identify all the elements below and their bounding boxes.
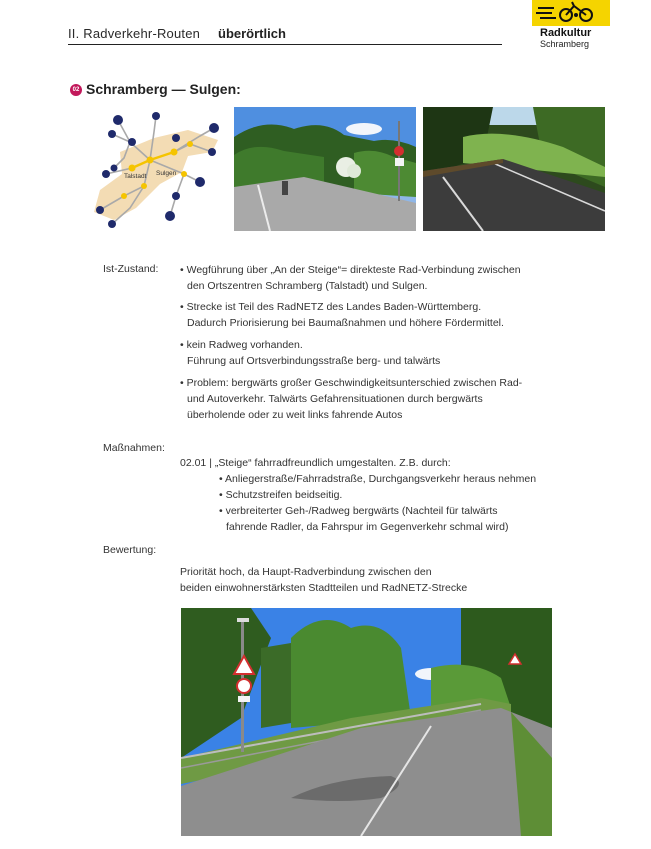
subitem-line: fahrende Radler, da Fahrspur im Gegenverkehr schmal wird) (226, 521, 509, 533)
subsection-title: überörtlich (218, 26, 286, 41)
map-label-talstadt: Talstadt (124, 173, 147, 180)
bullet-line: Dadurch Priorisierung bei Baumaßnahmen und höhere Fördermittel. (187, 317, 504, 329)
road-photo-large (181, 608, 552, 836)
bewertung-line: beiden einwohnerstärksten Stadtteilen und RadNETZ-Strecke (180, 582, 468, 594)
bullet-line: • kein Radweg vorhanden. (180, 339, 303, 351)
route-number-badge: 02 (70, 84, 82, 96)
logo (532, 0, 610, 26)
subitem-line: • Schutzstreifen beidseitig. (219, 489, 343, 501)
route-title: Schramberg — Sulgen: (86, 81, 241, 97)
ist-zustand-label: Ist-Zustand: (103, 263, 159, 275)
header-divider (68, 44, 502, 45)
bicycle-logo-icon (532, 0, 610, 26)
bullet-line: überholende oder zu weit links fahrende Autos (187, 409, 403, 421)
section-title: II. Radverkehr-Routen (68, 26, 201, 41)
bullet-line: den Ortszentren Schramberg (Talstadt) und Sulgen. (187, 280, 428, 292)
bewertung-text (180, 564, 467, 596)
logo-name: Radkultur (540, 27, 592, 39)
ist-zustand-bullet-2 (180, 299, 504, 331)
bullet-line: Führung auf Ortsverbindungsstraße berg- und talwärts (187, 355, 441, 367)
massnahme-02-01: 02.01 | „Steige“ fahrradfreundlich umgestalten. Z.B. durch: (180, 457, 451, 469)
bewertung-label: Bewertung: (103, 544, 157, 556)
bullet-line: • Problem: bergwärts großer Geschwindigkeitsunterschied zwischen Rad- (180, 377, 523, 389)
bewertung-line: Priorität hoch, da Haupt-Radverbindung zwischen den (180, 566, 432, 578)
ist-zustand-bullet-4 (180, 375, 522, 423)
massnahmen-label: Maßnahmen: (103, 442, 165, 454)
road-photo-forest (423, 107, 605, 231)
route-network-map (84, 112, 230, 230)
bullet-line: • Strecke ist Teil des RadNETZ des Landes Baden-Württemberg. (180, 301, 482, 313)
bullet-line: und Autoverkehr. Talwärts Gefahrensituationen durch bergwärts (187, 393, 483, 405)
massnahme-subitems (219, 471, 536, 535)
ist-zustand-bullet-3 (180, 337, 440, 369)
road-photo-uphill (234, 107, 416, 231)
logo-city: Schramberg (540, 39, 590, 49)
subitem-line: • Anliegerstraße/Fahrradstraße, Durchgangsverkehr heraus nehmen (219, 473, 537, 485)
bullet-line: • Wegführung über „An der Steige“= direkteste Rad-Verbindung zwischen (180, 264, 521, 276)
map-label-sulgen: Sulgen (156, 170, 177, 177)
subitem-line: • verbreiterter Geh-/Radweg bergwärts (Nachteil für talwärts (219, 505, 498, 517)
ist-zustand-bullet-1 (180, 262, 521, 294)
